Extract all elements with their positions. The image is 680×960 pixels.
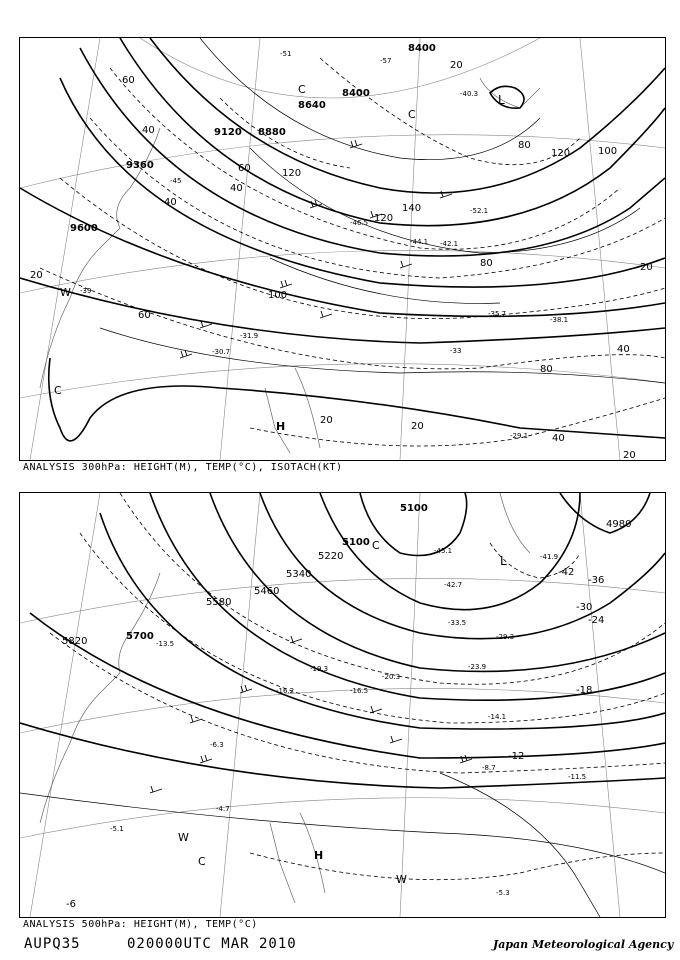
- caption-300hpa: ANALYSIS 300hPa: HEIGHT(M), TEMP(°C), ISOTACH(KT): [23, 462, 343, 473]
- temp-label: -38.1: [550, 316, 569, 324]
- chart-code: AUPQ35: [24, 936, 81, 952]
- height-label: 8400: [342, 88, 370, 99]
- height-label: 9360: [126, 160, 154, 171]
- low-symbol: L: [500, 554, 507, 568]
- temp-label: -11.5: [568, 773, 587, 781]
- isotherm-label: -12: [508, 751, 525, 762]
- isotach-label: 40: [230, 183, 243, 194]
- height-label: 4980: [606, 519, 632, 530]
- isotach-label: 40: [164, 197, 177, 208]
- isotach-label: 140: [402, 203, 422, 214]
- wind-barbs: [180, 140, 452, 358]
- map-500hpa: [19, 492, 666, 918]
- temp-label: -20.3: [382, 673, 401, 681]
- coastline: [40, 78, 540, 453]
- temp-label: -30.7: [212, 348, 231, 356]
- temp-label: -42.7: [444, 581, 463, 589]
- height-label: 9600: [70, 223, 98, 234]
- temp-label: -8.7: [482, 764, 496, 772]
- height-label: 5700: [126, 631, 154, 642]
- isotach-label: 20: [623, 450, 636, 460]
- warm-symbol: W: [396, 873, 407, 886]
- height-label: 9120: [214, 127, 242, 138]
- cold-symbol: C: [54, 384, 62, 397]
- isotach-label: 20: [640, 262, 653, 273]
- temp-label: -33: [450, 347, 462, 355]
- map-500hpa-graphic: [20, 493, 665, 917]
- isotach-label: 80: [480, 258, 493, 269]
- height-label: 5340: [286, 569, 312, 580]
- height-label: 5460: [254, 586, 280, 597]
- temp-label: -5.1: [110, 825, 124, 833]
- thin-isolines: [20, 773, 665, 917]
- height-labels: [62, 503, 631, 647]
- cold-symbol: C: [298, 83, 306, 96]
- temp-label: -40.3: [460, 90, 479, 98]
- temp-label: -29.1: [510, 432, 529, 440]
- analysis-time: 020000UTC MAR 2010: [127, 936, 297, 952]
- height-labels: [70, 43, 436, 234]
- temp-label: -31.9: [240, 332, 259, 340]
- height-label: 8880: [258, 127, 286, 138]
- isotach-label: 40: [552, 433, 565, 444]
- isotherm-label: -24: [588, 615, 605, 626]
- high-symbol: H: [276, 420, 286, 433]
- isotachs: [100, 38, 665, 383]
- isotach-label: 80: [518, 140, 531, 151]
- temp-label: -33.5: [448, 619, 467, 627]
- temp-label: -16.2: [276, 687, 295, 695]
- isotherm-label: -42: [558, 567, 575, 578]
- temp-label: -29.3: [496, 633, 515, 641]
- agency-name: Japan Meteorological Agency: [493, 938, 674, 951]
- temp-label: -13.5: [156, 640, 175, 648]
- temp-label: -52.1: [470, 207, 489, 215]
- dashed-isolines: [40, 58, 665, 446]
- cold-symbol: C: [372, 539, 380, 552]
- isotach-label: 100: [598, 146, 618, 157]
- temp-label: -35.7: [488, 310, 507, 318]
- temp-label: -41.9: [540, 553, 559, 561]
- isotach-label: 20: [30, 270, 43, 281]
- height-label: 8400: [408, 43, 436, 54]
- caption-500hpa: ANALYSIS 500hPa: HEIGHT(M), TEMP(°C): [23, 919, 258, 930]
- isotach-label: 120: [374, 213, 394, 224]
- temp-label: -57: [380, 57, 392, 65]
- temp-label: -14.1: [488, 713, 507, 721]
- isotach-label: 60: [122, 75, 135, 86]
- isotherm-labels: [66, 567, 604, 910]
- temp-label: -4.7: [216, 805, 230, 813]
- isotach-label: 60: [238, 163, 251, 174]
- isotach-label: 120: [551, 148, 571, 159]
- temp-label: -6.3: [210, 741, 224, 749]
- isotach-label: 40: [142, 125, 155, 136]
- height-label: 5820: [62, 636, 88, 647]
- temp-label: -45: [170, 177, 182, 185]
- temp-label: -44.1: [410, 238, 429, 246]
- warm-symbol: W: [60, 286, 71, 299]
- isotherm-label: -30: [576, 602, 593, 613]
- temp-label: -16.5: [350, 687, 369, 695]
- map-300hpa: [19, 37, 666, 461]
- isotherm-label: -36: [588, 575, 605, 586]
- height-label: 5100: [400, 503, 428, 514]
- cold-symbol: C: [408, 108, 416, 121]
- isotach-label: 100: [268, 290, 288, 301]
- temp-label: -42.1: [440, 240, 459, 248]
- isotherm-label: -18: [576, 685, 593, 696]
- temp-label: -23.9: [468, 663, 487, 671]
- height-label: 5220: [318, 551, 344, 562]
- height-label: 8640: [298, 100, 326, 111]
- height-label: 5100: [342, 537, 370, 548]
- isotach-label: 20: [320, 415, 333, 426]
- height-label: 5580: [206, 597, 232, 608]
- high-symbol: H: [314, 849, 324, 862]
- temp-label: -19.3: [310, 665, 329, 673]
- cold-symbol: C: [198, 855, 206, 868]
- coastline: [40, 493, 530, 903]
- temp-label: -51: [280, 50, 292, 58]
- isotherm-label: -6: [66, 899, 76, 910]
- isotach-label: 20: [450, 60, 463, 71]
- isotach-label: 20: [411, 421, 424, 432]
- temp-label: -5.3: [496, 889, 510, 897]
- warm-symbol: W: [178, 831, 189, 844]
- temp-label: -46.5: [350, 219, 369, 227]
- temp-label: -45.1: [434, 547, 453, 555]
- low-symbol: L: [498, 93, 505, 107]
- isotach-label: 60: [138, 310, 151, 321]
- isotach-label: 80: [540, 364, 553, 375]
- wind-barbs: [150, 636, 472, 793]
- isotach-label: 40: [617, 344, 630, 355]
- temp-label: -39: [80, 287, 92, 295]
- isotach-label: 120: [282, 168, 302, 179]
- map-300hpa-graphic: [20, 38, 665, 460]
